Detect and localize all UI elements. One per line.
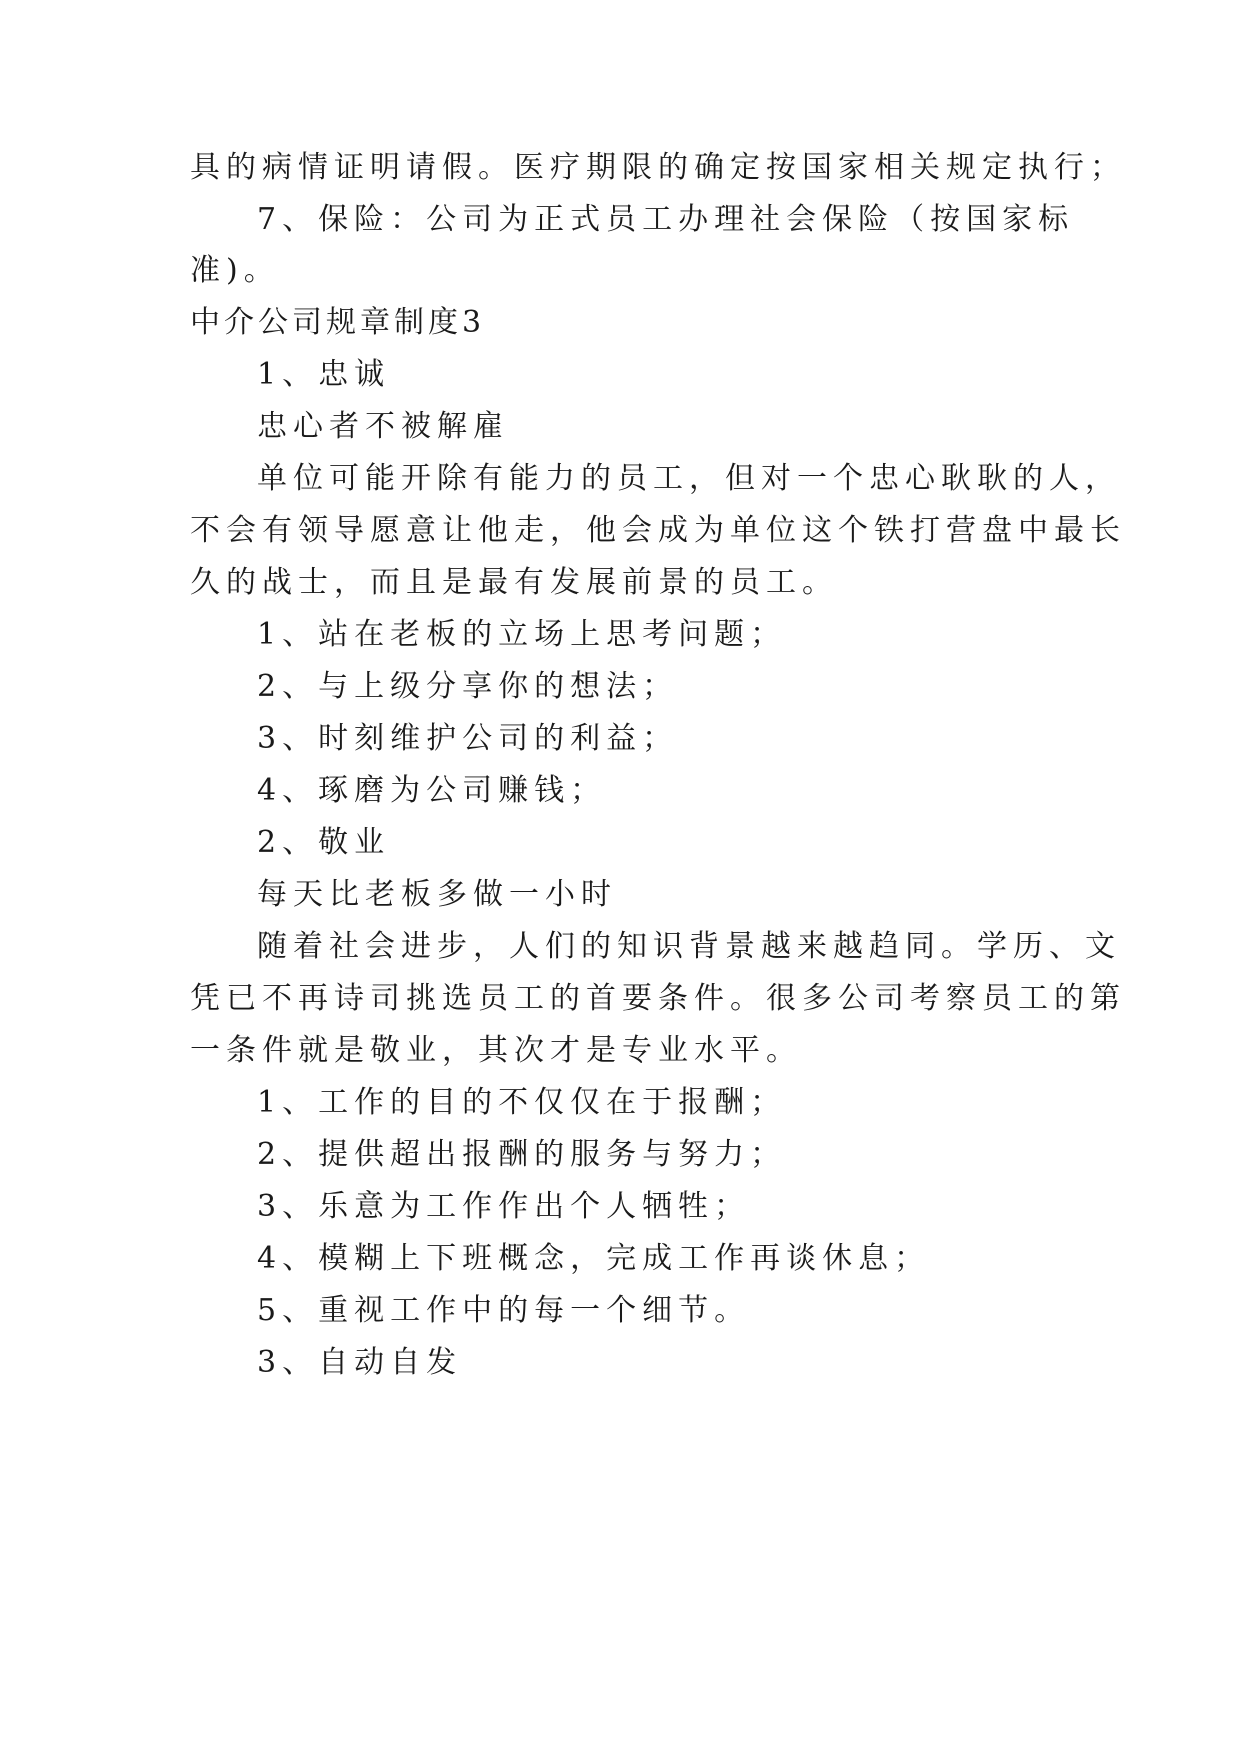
list-item: 1、站在老板的立场上思考问题； bbox=[257, 617, 787, 652]
subsection-title-loyalty: 1、忠诚 bbox=[257, 357, 391, 392]
subsection-subtitle-loyalty: 忠心者不被解雇 bbox=[257, 409, 509, 444]
list-item-insurance-continuation: 准)。 bbox=[190, 253, 280, 288]
list-item: 4、模糊上下班概念，完成工作再谈休息； bbox=[257, 1241, 931, 1276]
paragraph-loyalty-line-1: 单位可能开除有能力的员工，但对一个忠心耿耿的人， bbox=[257, 461, 1121, 496]
section-heading: 中介公司规章制度3 bbox=[190, 305, 486, 340]
list-item: 3、时刻维护公司的利益； bbox=[257, 721, 679, 756]
list-item-insurance: 7、保险：公司为正式员工办理社会保险（按国家标 bbox=[257, 202, 1075, 237]
list-item: 2、提供超出报酬的服务与努力； bbox=[257, 1137, 787, 1172]
list-item: 5、重视工作中的每一个细节。 bbox=[257, 1293, 751, 1328]
paragraph-loyalty-line-2: 不会有领导愿意让他走，他会成为单位这个铁打营盘中最长 bbox=[190, 513, 1126, 548]
list-item: 4、琢磨为公司赚钱； bbox=[257, 773, 607, 808]
paragraph-loyalty-line-3: 久的战士，而且是最有发展前景的员工。 bbox=[190, 565, 838, 600]
paragraph-dedication-line-3: 一条件就是敬业，其次才是专业水平。 bbox=[190, 1033, 802, 1068]
list-item: 2、与上级分享你的想法； bbox=[257, 669, 679, 704]
paragraph-continuation: 具的病情证明请假。医疗期限的确定按国家相关规定执行； bbox=[190, 150, 1126, 185]
subsection-subtitle-dedication: 每天比老板多做一小时 bbox=[257, 877, 617, 912]
paragraph-dedication-line-1: 随着社会进步，人们的知识背景越来越趋同。学历、文 bbox=[257, 929, 1121, 964]
paragraph-dedication-line-2: 凭已不再诗司挑选员工的首要条件。很多公司考察员工的第 bbox=[190, 981, 1126, 1016]
subsection-title-dedication: 2、敬业 bbox=[257, 825, 391, 860]
subsection-title-initiative: 3、自动自发 bbox=[257, 1345, 463, 1380]
list-item: 3、乐意为工作作出个人牺牲； bbox=[257, 1189, 751, 1224]
list-item: 1、工作的目的不仅仅在于报酬； bbox=[257, 1085, 787, 1120]
